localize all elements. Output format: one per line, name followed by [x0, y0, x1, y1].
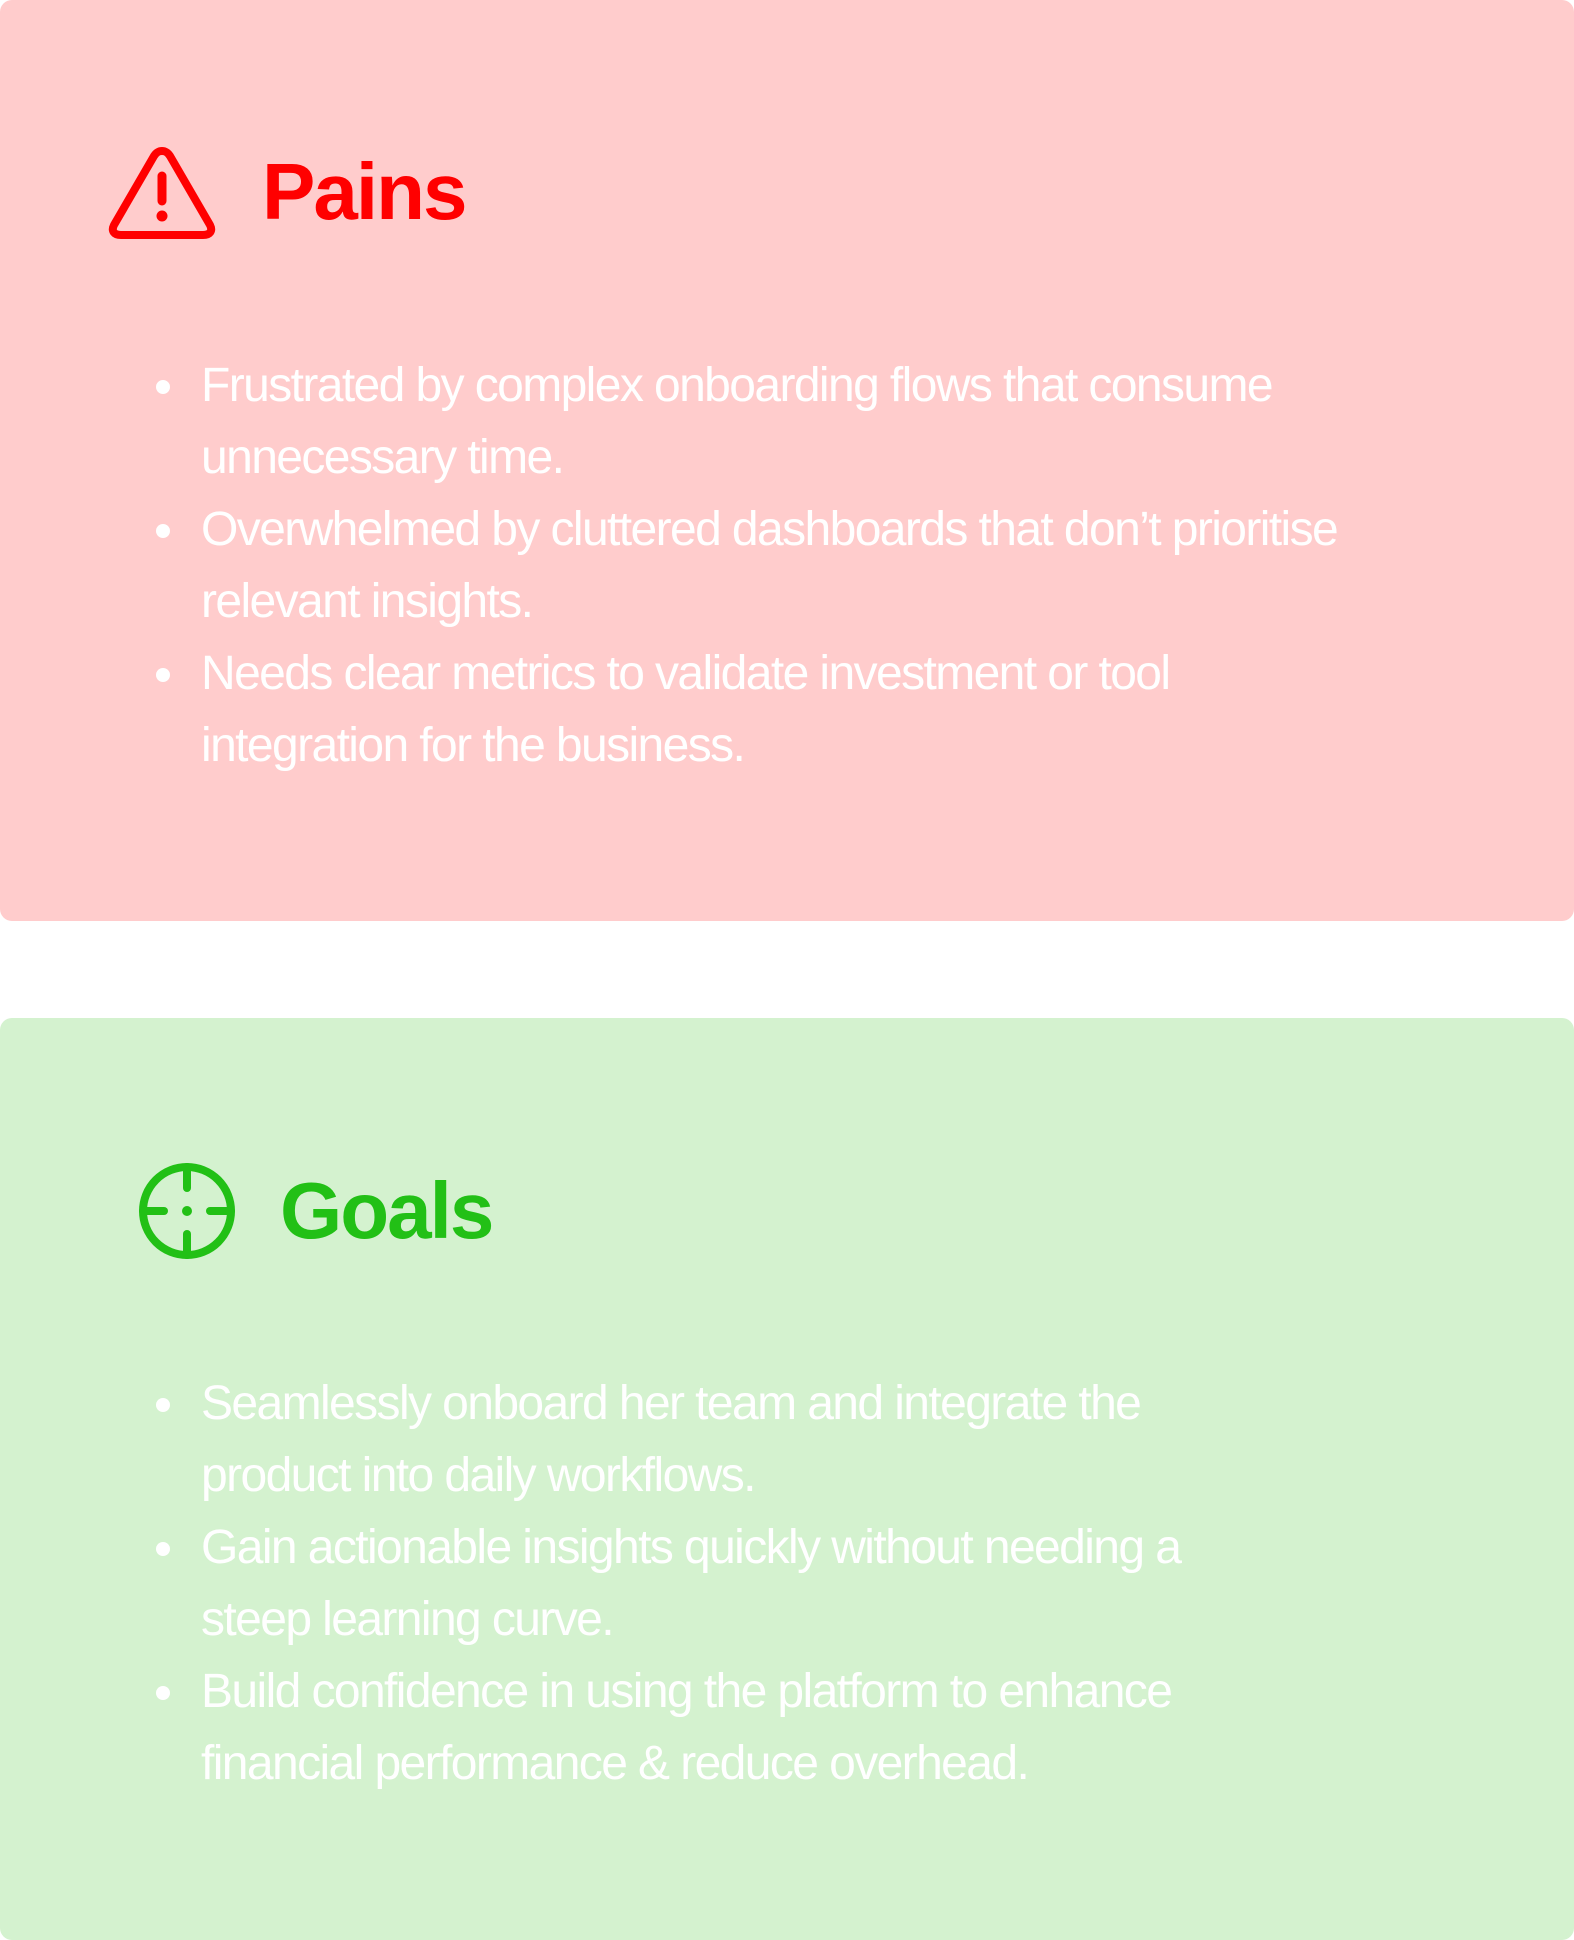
list-item [201, 1656, 1501, 1800]
list-item-line: unnecessary time. [201, 431, 564, 484]
list-item-line: Build confidence in using the platform to enhance [201, 1665, 1172, 1718]
list-item [201, 1368, 1501, 1512]
target-crosshair-icon [136, 1160, 238, 1262]
list-item-line: integration for the business. [201, 719, 745, 772]
list-item-line: Seamlessly onboard her team and integrate the [201, 1377, 1141, 1430]
list-item-line: financial performance & reduce overhead. [201, 1737, 1029, 1790]
list-item [201, 350, 1501, 494]
list-item-line: Overwhelmed by cluttered dashboards that don’t prioritise [201, 503, 1338, 556]
list-item-line: product into daily workflows. [201, 1449, 755, 1502]
pains-card [0, 0, 1574, 921]
list-item-line: steep learning curve. [201, 1593, 613, 1646]
goals-list [201, 1368, 1501, 1800]
pains-list [201, 350, 1501, 782]
goals-header [136, 1156, 492, 1266]
pains-header [106, 137, 465, 247]
list-item-line: Gain actionable insights quickly without needing a [201, 1521, 1181, 1574]
warning-triangle-icon [106, 143, 218, 241]
goals-card [0, 1018, 1574, 1940]
list-item [201, 494, 1501, 638]
list-item-line: relevant insights. [201, 575, 533, 628]
list-item-line: Frustrated by complex onboarding flows that consume [201, 359, 1272, 412]
list-item [201, 1512, 1501, 1656]
pains-title: Pains [262, 147, 466, 236]
goals-title: Goals [280, 1166, 493, 1255]
list-item-line: Needs clear metrics to validate investment or tool [201, 647, 1170, 700]
list-item [201, 638, 1501, 782]
